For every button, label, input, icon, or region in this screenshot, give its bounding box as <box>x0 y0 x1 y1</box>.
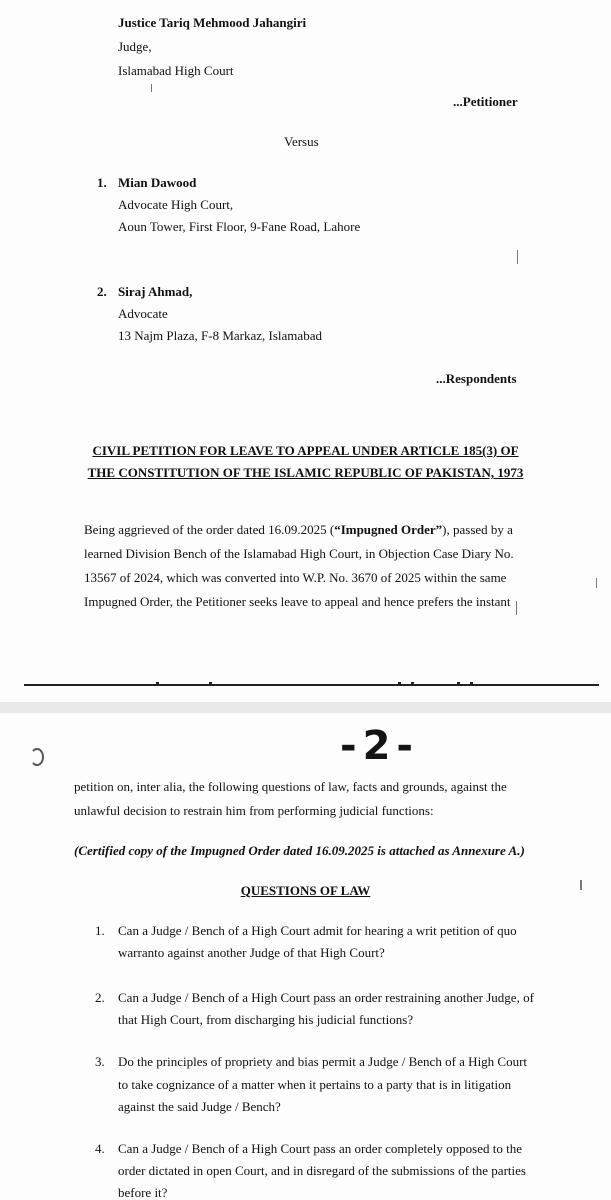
paragraph-line-3: 13567 of 2024, which was converted into W.P. No. 3670 of 2025 within the same <box>84 570 507 585</box>
respondent-2-number: 2. <box>97 284 107 299</box>
scan-speck <box>156 682 159 685</box>
handwritten-page-number: -2- <box>340 723 420 769</box>
question-2-line-1: Can a Judge / Bench of a High Court pass an order restraining another Judge, of <box>118 990 534 1005</box>
respondent-1-line1: Advocate High Court, <box>118 197 234 212</box>
scan-speck <box>517 250 518 264</box>
scan-speck <box>470 682 473 685</box>
question-2-line-2: that High Court, from discharging his judicial functions? <box>118 1012 414 1027</box>
question-4-line-1: Can a Judge / Bench of a High Court pass an order completely opposed to the <box>118 1141 522 1156</box>
scan-speck <box>516 601 517 615</box>
respondent-1-address: Aoun Tower, First Floor, 9-Fane Road, Lahore <box>118 219 361 234</box>
question-3-line-3: against the said Judge / Bench? <box>118 1099 281 1114</box>
question-3-line-2: to take cognizance of a matter when it pertains to a party that is in litigation <box>118 1077 512 1092</box>
paragraph-line-1-part-c: ), passed by a <box>442 522 513 537</box>
punch-hole-mark <box>30 748 44 766</box>
scan-speck <box>596 578 597 588</box>
petitioner-name: Justice Tariq Mehmood Jahangiri <box>118 15 307 30</box>
question-3-line-1: Do the principles of propriety and bias permit a Judge / Bench of a High Court <box>118 1054 528 1069</box>
question-1-number: 1. <box>95 923 105 938</box>
respondent-1-name: Mian Dawood <box>118 175 197 190</box>
question-1-line-2: warranto against another Judge of that High Court? <box>118 945 385 960</box>
paragraph-line-1 <box>84 522 513 538</box>
versus-label: Versus <box>284 134 319 149</box>
question-4-number: 4. <box>95 1141 105 1156</box>
question-1-line-1: Can a Judge / Bench of a High Court admit for hearing a writ petition of quo <box>118 923 517 938</box>
annexure-note: (Certified copy of the Impugned Order dated 16.09.2025 is attached as Annexure A.) <box>74 843 525 858</box>
page-edge-rule <box>24 684 599 686</box>
paragraph-line-2: learned Division Bench of the Islamabad High Court, in Objection Case Diary No. <box>84 546 514 561</box>
paragraph-line-1-part-a: Being aggrieved of the order dated 16.09.2025 ( <box>84 522 335 537</box>
scan-speck <box>411 682 414 685</box>
petitioner-role: ...Petitioner <box>453 94 518 109</box>
respondent-1-number: 1. <box>97 175 107 190</box>
heading-line-1: CIVIL PETITION FOR LEAVE TO APPEAL UNDER ARTICLE 185(3) OF <box>92 443 519 458</box>
continuation-line-1: petition on, inter alia, the following questions of law, facts and grounds, against the <box>74 779 507 794</box>
scan-speck <box>209 682 212 685</box>
scan-speck <box>151 84 152 92</box>
heading-line-2: THE CONSTITUTION OF THE ISLAMIC REPUBLIC OF PAKISTAN, 1973 <box>87 465 524 480</box>
respondents-role: ...Respondents <box>436 371 517 386</box>
respondent-2-line1: Advocate <box>118 306 168 321</box>
document-page-2 <box>0 713 611 1200</box>
question-4-line-2: order dictated in open Court, and in disregard of the submissions of the parties <box>118 1163 526 1178</box>
question-2-number: 2. <box>95 990 105 1005</box>
continuation-line-2: unlawful decision to restrain him from performing judicial functions: <box>74 803 434 818</box>
questions-heading: QUESTIONS OF LAW <box>240 883 371 898</box>
scan-speck <box>580 880 582 890</box>
paragraph-line-4: Impugned Order, the Petitioner seeks leave to appeal and hence prefers the instant <box>84 594 511 609</box>
question-4-line-3: before it? <box>118 1185 168 1200</box>
respondent-2-address: 13 Najm Plaza, F-8 Markaz, Islamabad <box>118 328 322 343</box>
impugned-order-term: “Impugned Order” <box>334 522 443 537</box>
petitioner-court: Islamabad High Court <box>118 63 234 78</box>
scan-speck <box>398 682 401 685</box>
scan-speck <box>457 682 460 685</box>
question-3-number: 3. <box>95 1054 105 1069</box>
respondent-2-name: Siraj Ahmad, <box>118 284 193 299</box>
petitioner-designation: Judge, <box>118 39 152 54</box>
